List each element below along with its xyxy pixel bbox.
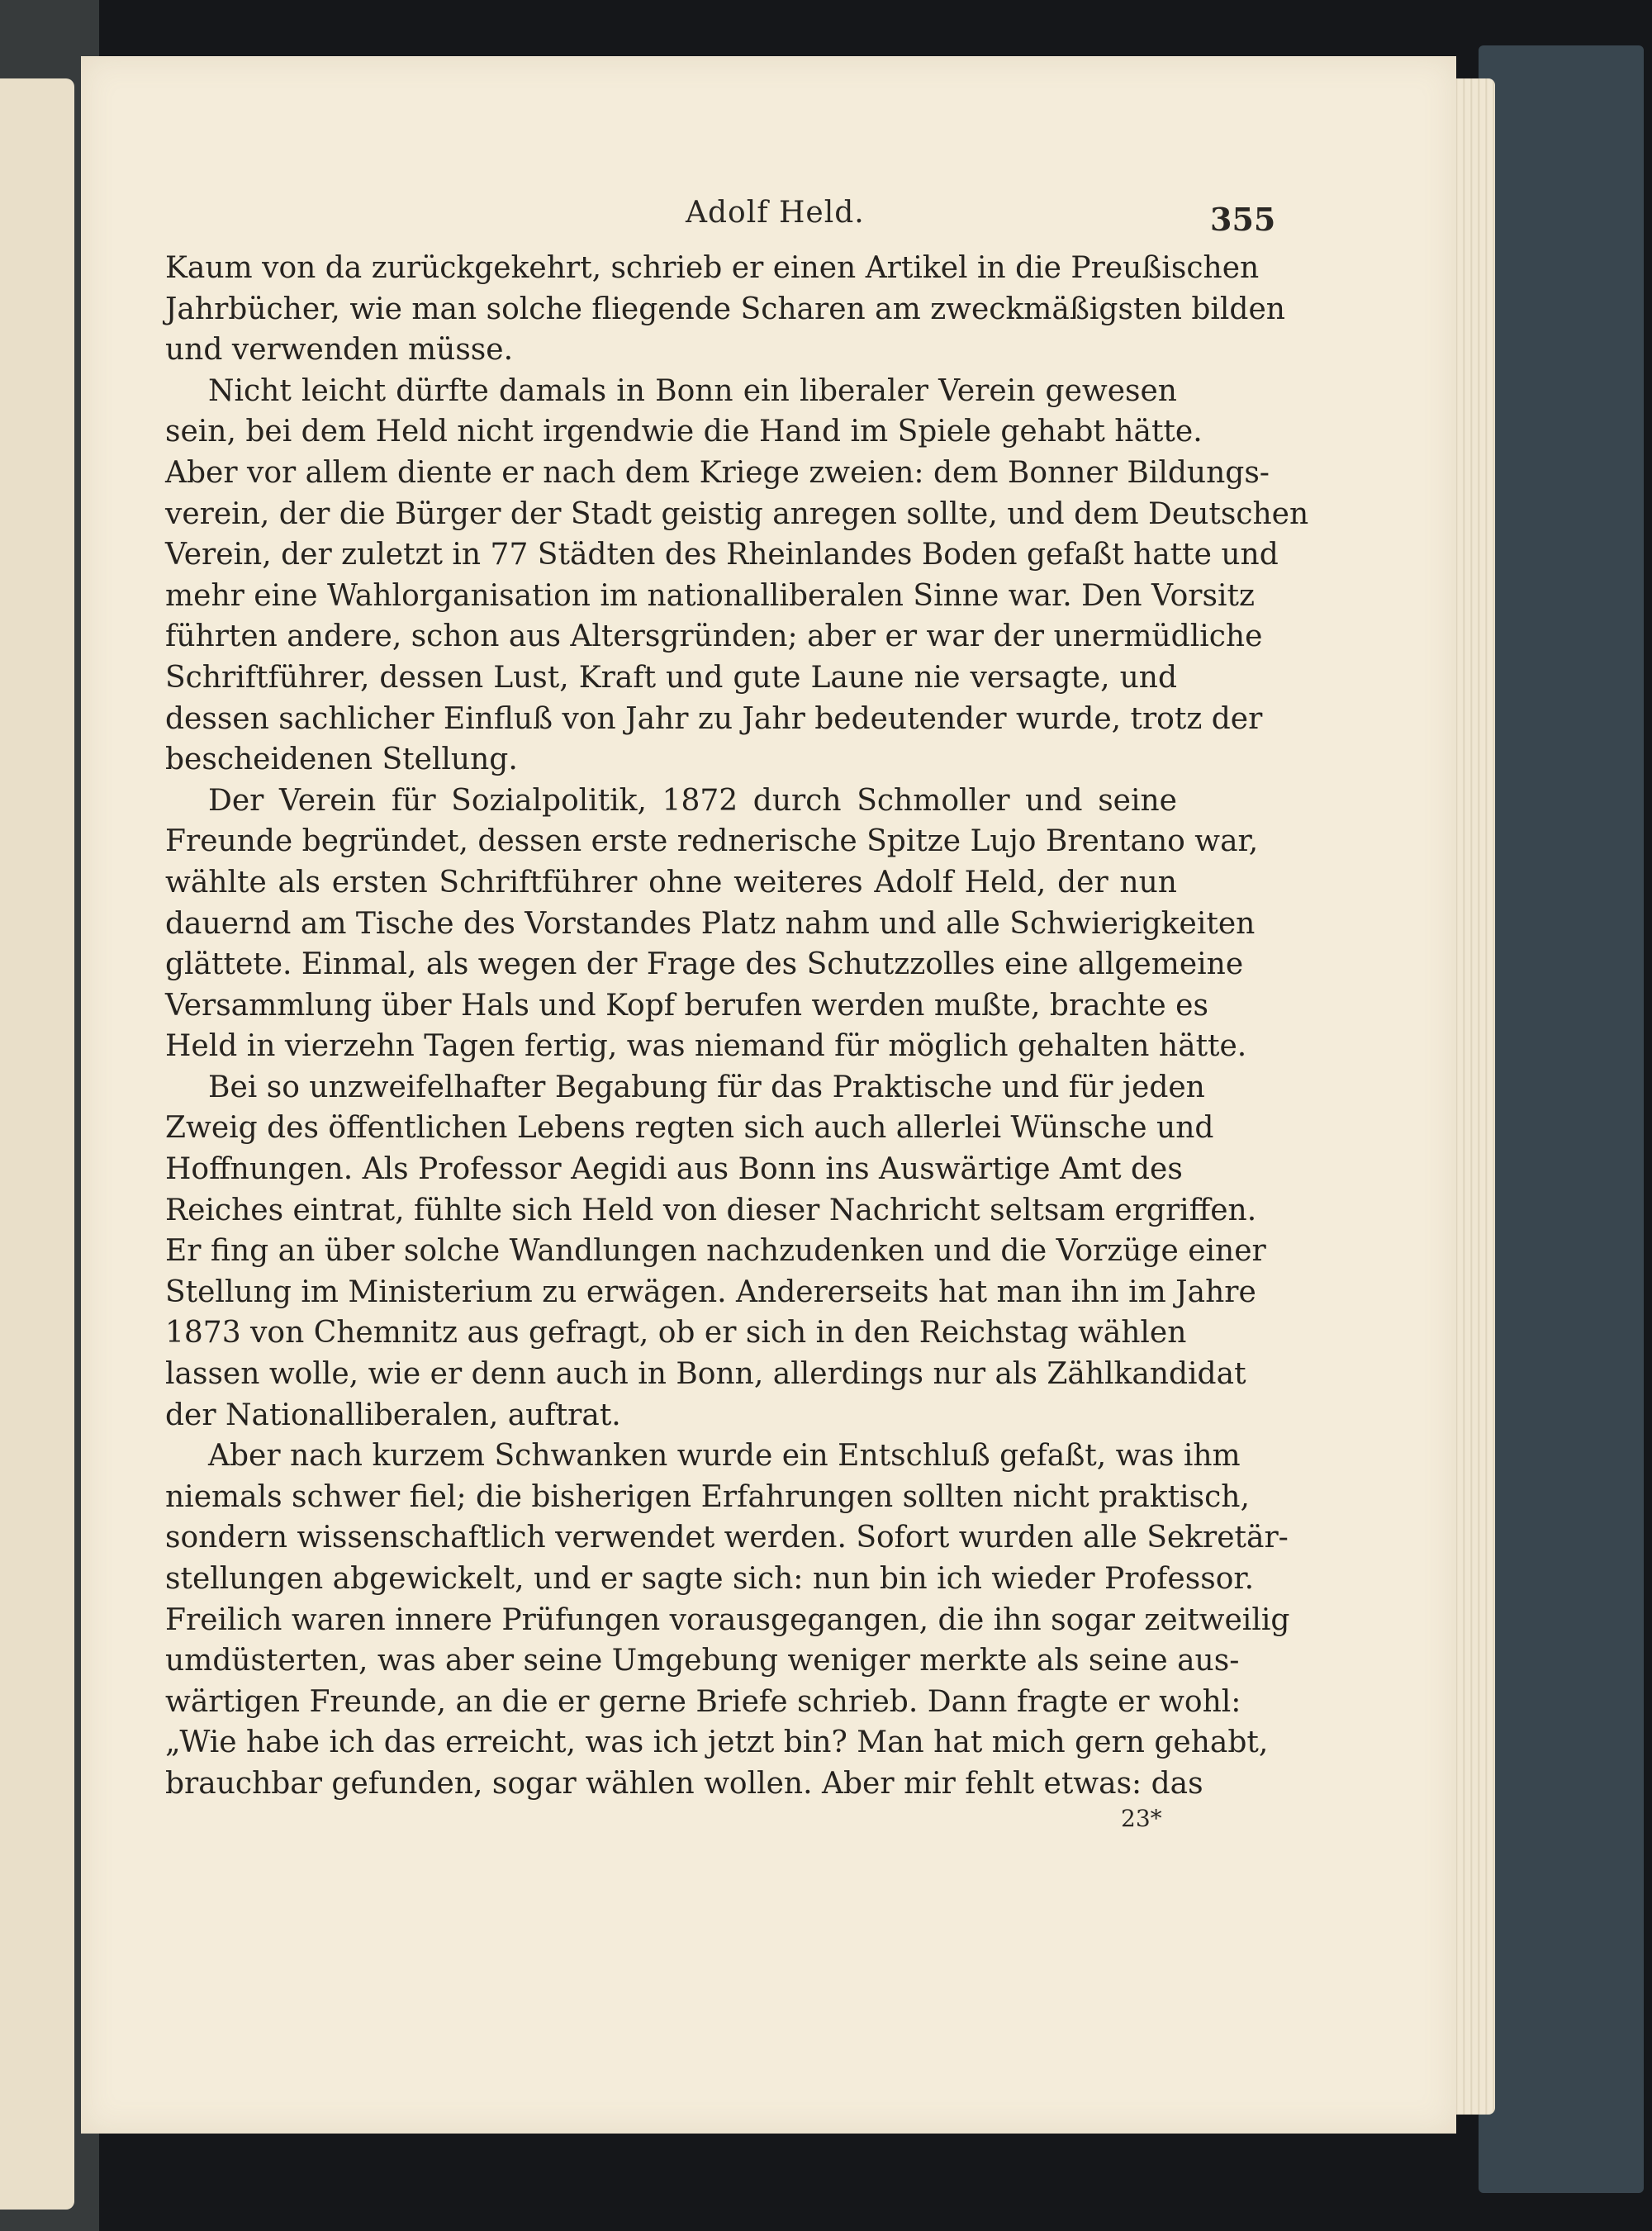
- text-line: dessen sachlicher Einfluß von Jahr zu Jahr bedeutender wurde, trotz der: [165, 701, 1263, 736]
- text-line: umdüsterten, was aber seine Umgebung weniger merkte als seine aus-: [165, 1644, 1240, 1678]
- text-line: bescheidenen Stellung.: [165, 743, 518, 777]
- text-line: dauernd am Tische des Vorstandes Platz nahm und alle Schwierigkeiten: [165, 906, 1256, 941]
- text-line: Reiches eintrat, fühlte sich Held von dieser Nachricht seltsam ergriffen.: [165, 1193, 1257, 1227]
- text-line: wärtigen Freunde, an die er gerne Briefe schrieb. Dann fragte er wohl:: [165, 1684, 1241, 1719]
- text-line: Kaum von da zurückgekehrt, schrieb er einen Artikel in die Preußischen: [165, 251, 1260, 285]
- text-line: Bei so unzweifelhafter Begabung für das Praktische und für jeden: [208, 1070, 1205, 1104]
- text-line: Zweig des öffentlichen Lebens regten sich auch allerlei Wünsche und: [165, 1111, 1214, 1146]
- text-line: verein, der die Bürger der Stadt geistig anregen sollte, und dem Deutschen: [165, 496, 1309, 531]
- text-line: und verwenden müsse.: [165, 333, 514, 368]
- text-line: Stellung im Ministerium zu erwägen. Andererseits hat man ihn im Jahre: [165, 1275, 1256, 1309]
- text-line: Jahrbücher, wie man solche fliegende Scharen am zweckmäßigsten bilden: [165, 292, 1285, 326]
- text-line: sein, bei dem Held nicht irgendwie die Hand im Spiele gehabt hätte.: [165, 415, 1203, 449]
- page-header: [83, 136, 1487, 238]
- text-line: Schriftführer, dessen Lust, Kraft und gute Laune nie versagte, und: [165, 660, 1177, 695]
- text-line: führten andere, schon aus Altersgründen; aber er war der unermüdliche: [165, 619, 1263, 654]
- page-number: 355: [1210, 201, 1276, 238]
- text-line: glättete. Einmal, als wegen der Frage des Schutzzolles eine allgemeine: [165, 947, 1244, 982]
- text-line: Aber vor allem diente er nach dem Kriege zweien: dem Bonner Bildungs-: [165, 455, 1270, 490]
- text-line: Hoffnungen. Als Professor Aegidi aus Bonn ins Auswärtige Amt des: [165, 1152, 1183, 1187]
- text-line: Er fing an über solche Wandlungen nachzudenken und die Vorzüge einer: [165, 1234, 1266, 1269]
- text-line: niemals schwer fiel; die bisherigen Erfahrungen sollten nicht praktisch,: [165, 1479, 1250, 1514]
- text-line: 1873 von Chemnitz aus gefragt, ob er sich in den Reichstag wählen: [165, 1316, 1187, 1350]
- paragraph: [165, 1436, 1290, 1804]
- text-line: Nicht leicht dürfte damals in Bonn ein liberaler Verein gewesen: [208, 373, 1177, 408]
- text-line: brauchbar gefunden, sogar wählen wollen. Aber mir fehlt etwas: das: [165, 1766, 1203, 1801]
- facing-page-edge: [0, 78, 74, 2210]
- text-line: wählte als ersten Schriftführer ohne weiteres Adolf Held, der nun: [165, 865, 1177, 900]
- paragraph: [165, 371, 1309, 781]
- text-line: Freilich waren innere Prüfungen vorausgegangen, die ihn sogar zeitweilig: [165, 1602, 1290, 1637]
- text-line: lassen wolle, wie er denn auch in Bonn, allerdings nur als Zählkandidat: [165, 1357, 1246, 1392]
- paragraph: [165, 1067, 1266, 1436]
- text-line: Aber nach kurzem Schwanken wurde ein Entschluß gefaßt, was ihm: [208, 1439, 1241, 1474]
- text-line: Held in vierzehn Tagen fertig, was niemand für möglich gehalten hätte.: [165, 1029, 1247, 1064]
- text-line: der Nationalliberalen, auftrat.: [165, 1398, 621, 1432]
- text-line: sondern wissenschaftlich verwendet werden. Sofort wurden alle Sekretär-: [165, 1521, 1289, 1555]
- signature-mark: 23*: [1121, 1805, 1162, 1832]
- paragraph: [165, 248, 1285, 371]
- text-line: Freunde begründet, dessen erste rednerische Spitze Lujo Brentano war,: [165, 824, 1259, 859]
- right-cover: [1479, 45, 1644, 2193]
- text-line: mehr eine Wahlorganisation im nationalliberalen Sinne war. Den Vorsitz: [165, 578, 1255, 613]
- text-line: stellungen abgewickelt, und er sagte sich: nun bin ich wieder Professor.: [165, 1562, 1255, 1596]
- running-head: Adolf Held.: [686, 196, 865, 230]
- text-line: Der Verein für Sozialpolitik, 1872 durch Schmoller und seine: [208, 783, 1177, 818]
- body-text: [165, 248, 1309, 1805]
- paragraph: [165, 781, 1259, 1067]
- text-line: Verein, der zuletzt in 77 Städten des Rheinlandes Boden gefaßt hatte und: [165, 538, 1279, 572]
- text-line: Versammlung über Hals und Kopf berufen werden mußte, brachte es: [165, 988, 1208, 1023]
- text-line: „Wie habe ich das erreicht, was ich jetzt bin? Man hat mich gern gehabt,: [165, 1725, 1269, 1760]
